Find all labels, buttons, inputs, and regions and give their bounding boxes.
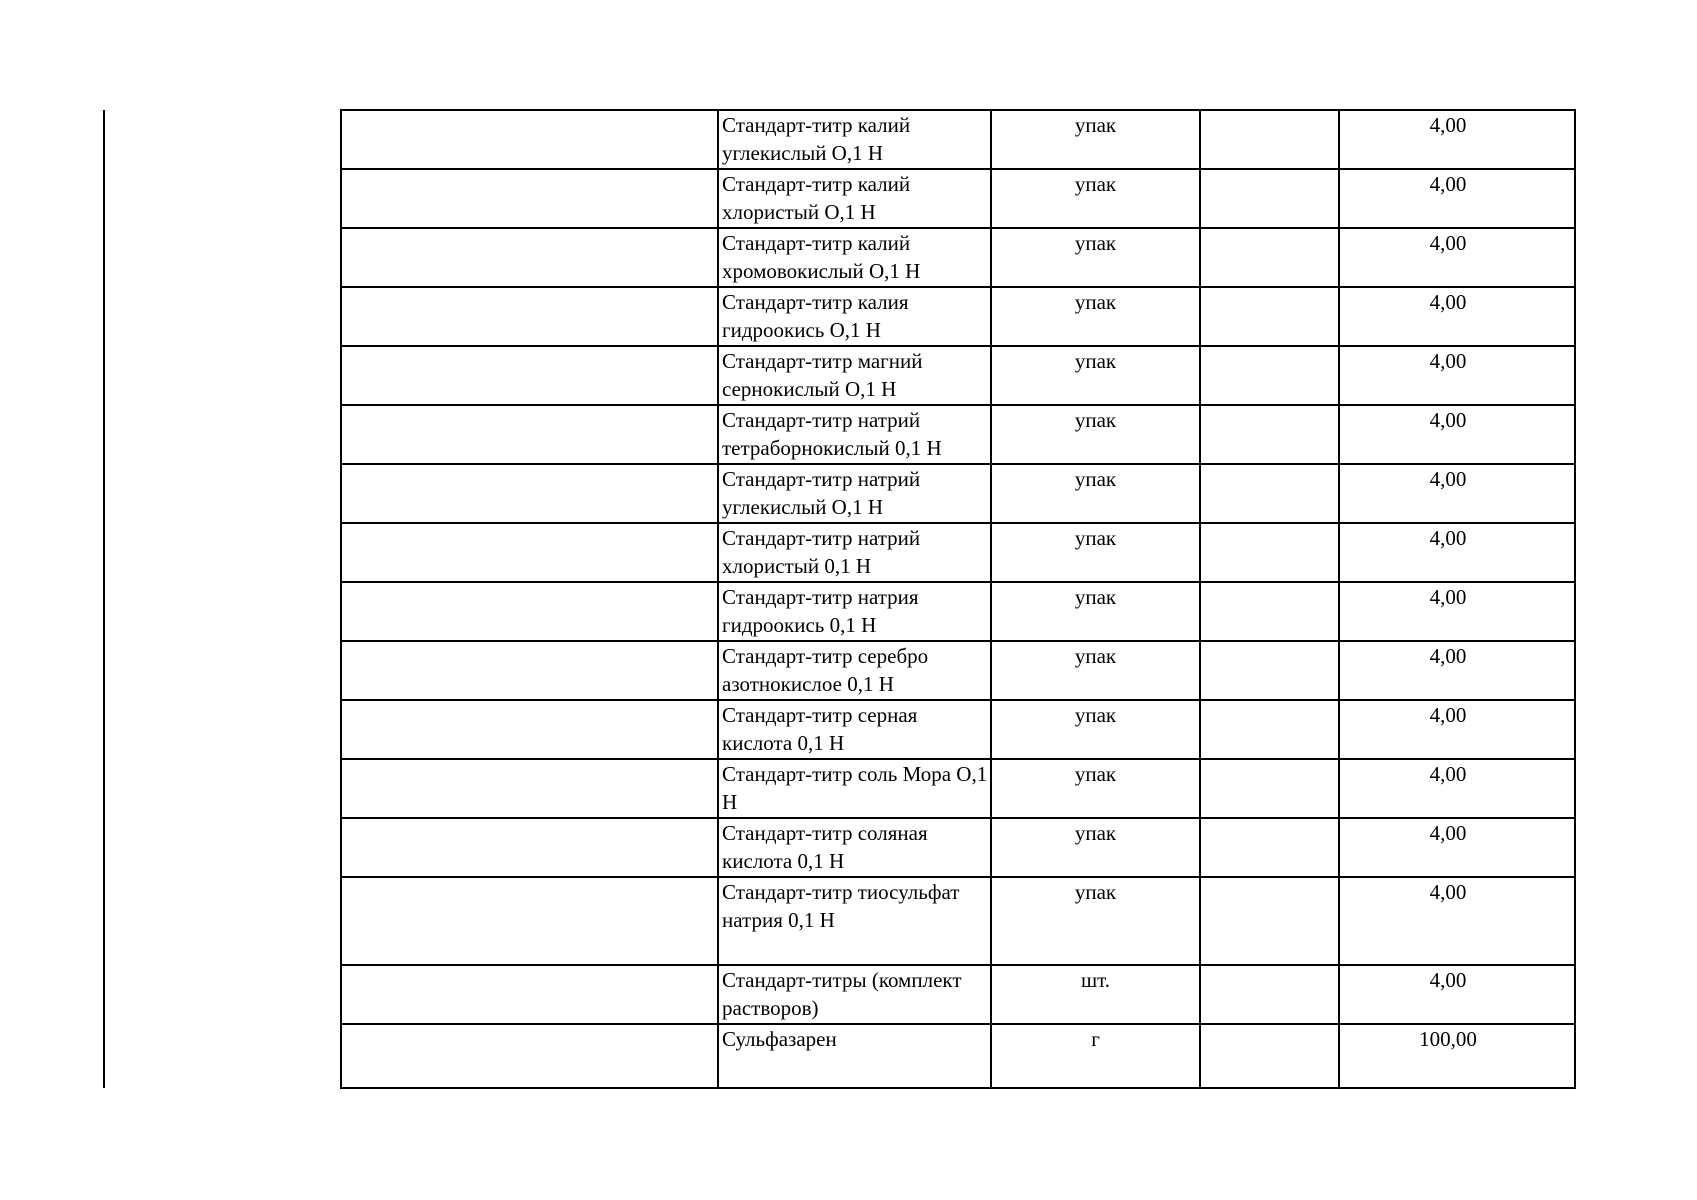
table-row [341, 110, 1575, 169]
item-name-cell: Стандарт-титр натрий углекислый О,1 Н [718, 464, 991, 523]
item-name-cell: Стандарт-титр калия гидроокись О,1 Н [718, 287, 991, 346]
quantity-cell: 4,00 [1339, 965, 1575, 1024]
empty-cell [1200, 287, 1339, 346]
quantity-cell: 4,00 [1339, 110, 1575, 169]
unit-cell: г [991, 1024, 1200, 1088]
unit-cell: шт. [991, 965, 1200, 1024]
item-name-cell: Сульфазарен [718, 1024, 991, 1088]
unit-cell: упак [991, 523, 1200, 582]
table-row [341, 1024, 1575, 1088]
table-row [341, 582, 1575, 641]
table-row [341, 346, 1575, 405]
table-row [341, 759, 1575, 818]
table-row [341, 228, 1575, 287]
unit-cell: упак [991, 169, 1200, 228]
empty-cell [1200, 759, 1339, 818]
blank-cell [341, 169, 718, 228]
blank-cell [341, 287, 718, 346]
quantity-cell: 4,00 [1339, 405, 1575, 464]
quantity-cell: 4,00 [1339, 700, 1575, 759]
unit-cell: упак [991, 818, 1200, 877]
table-row [341, 818, 1575, 877]
unit-cell: упак [991, 464, 1200, 523]
unit-cell: упак [991, 641, 1200, 700]
empty-cell [1200, 523, 1339, 582]
blank-cell [341, 641, 718, 700]
blank-cell [341, 346, 718, 405]
quantity-cell: 4,00 [1339, 582, 1575, 641]
empty-cell [1200, 1024, 1339, 1088]
unit-cell: упак [991, 700, 1200, 759]
table-row [341, 523, 1575, 582]
left-margin-line [103, 110, 105, 1088]
blank-cell [341, 582, 718, 641]
unit-cell: упак [991, 582, 1200, 641]
quantity-cell: 4,00 [1339, 877, 1575, 965]
blank-cell [341, 464, 718, 523]
unit-cell: упак [991, 110, 1200, 169]
empty-cell [1200, 110, 1339, 169]
blank-cell [341, 523, 718, 582]
table-row [341, 877, 1575, 965]
empty-cell [1200, 818, 1339, 877]
empty-cell [1200, 405, 1339, 464]
empty-cell [1200, 228, 1339, 287]
unit-cell: упак [991, 346, 1200, 405]
quantity-cell: 4,00 [1339, 523, 1575, 582]
empty-cell [1200, 169, 1339, 228]
blank-cell [341, 405, 718, 464]
quantity-cell: 4,00 [1339, 169, 1575, 228]
empty-cell [1200, 464, 1339, 523]
item-name-cell: Стандарт-титр магний сернокислый О,1 Н [718, 346, 991, 405]
blank-cell [341, 700, 718, 759]
unit-cell: упак [991, 877, 1200, 965]
quantity-cell: 4,00 [1339, 759, 1575, 818]
quantity-cell: 4,00 [1339, 641, 1575, 700]
item-name-cell: Стандарт-титр соляная кислота 0,1 Н [718, 818, 991, 877]
item-name-cell: Стандарт-титр серебро азотнокислое 0,1 Н [718, 641, 991, 700]
item-name-cell: Стандарт-титр натрий хлористый 0,1 Н [718, 523, 991, 582]
table-row [341, 405, 1575, 464]
unit-cell: упак [991, 405, 1200, 464]
items-table [340, 109, 1576, 1089]
empty-cell [1200, 965, 1339, 1024]
table-row [341, 965, 1575, 1024]
empty-cell [1200, 346, 1339, 405]
blank-cell [341, 877, 718, 965]
empty-cell [1200, 582, 1339, 641]
blank-cell [341, 1024, 718, 1088]
table-row [341, 169, 1575, 228]
blank-cell [341, 965, 718, 1024]
item-name-cell: Стандарт-титр серная кислота 0,1 Н [718, 700, 991, 759]
blank-cell [341, 759, 718, 818]
empty-cell [1200, 641, 1339, 700]
item-name-cell: Стандарт-титр натрия гидроокись 0,1 Н [718, 582, 991, 641]
blank-cell [341, 228, 718, 287]
quantity-cell: 4,00 [1339, 818, 1575, 877]
item-name-cell: Стандарт-титр калий хлористый О,1 Н [718, 169, 991, 228]
table-row [341, 700, 1575, 759]
unit-cell: упак [991, 759, 1200, 818]
item-name-cell: Стандарт-титры (комплект растворов) [718, 965, 991, 1024]
blank-cell [341, 110, 718, 169]
items-table-body [341, 110, 1575, 1088]
quantity-cell: 4,00 [1339, 228, 1575, 287]
item-name-cell: Стандарт-титр соль Мора О,1 Н [718, 759, 991, 818]
unit-cell: упак [991, 287, 1200, 346]
item-name-cell: Стандарт-титр тиосульфат натрия 0,1 Н [718, 877, 991, 965]
quantity-cell: 4,00 [1339, 464, 1575, 523]
quantity-cell: 100,00 [1339, 1024, 1575, 1088]
item-name-cell: Стандарт-титр калий хромовокислый О,1 Н [718, 228, 991, 287]
table-row [341, 287, 1575, 346]
table-row [341, 464, 1575, 523]
table-row [341, 641, 1575, 700]
quantity-cell: 4,00 [1339, 287, 1575, 346]
empty-cell [1200, 700, 1339, 759]
quantity-cell: 4,00 [1339, 346, 1575, 405]
blank-cell [341, 818, 718, 877]
item-name-cell: Стандарт-титр натрий тетраборнокислый 0,1 Н [718, 405, 991, 464]
item-name-cell: Стандарт-титр калий углекислый О,1 Н [718, 110, 991, 169]
empty-cell [1200, 877, 1339, 965]
unit-cell: упак [991, 228, 1200, 287]
